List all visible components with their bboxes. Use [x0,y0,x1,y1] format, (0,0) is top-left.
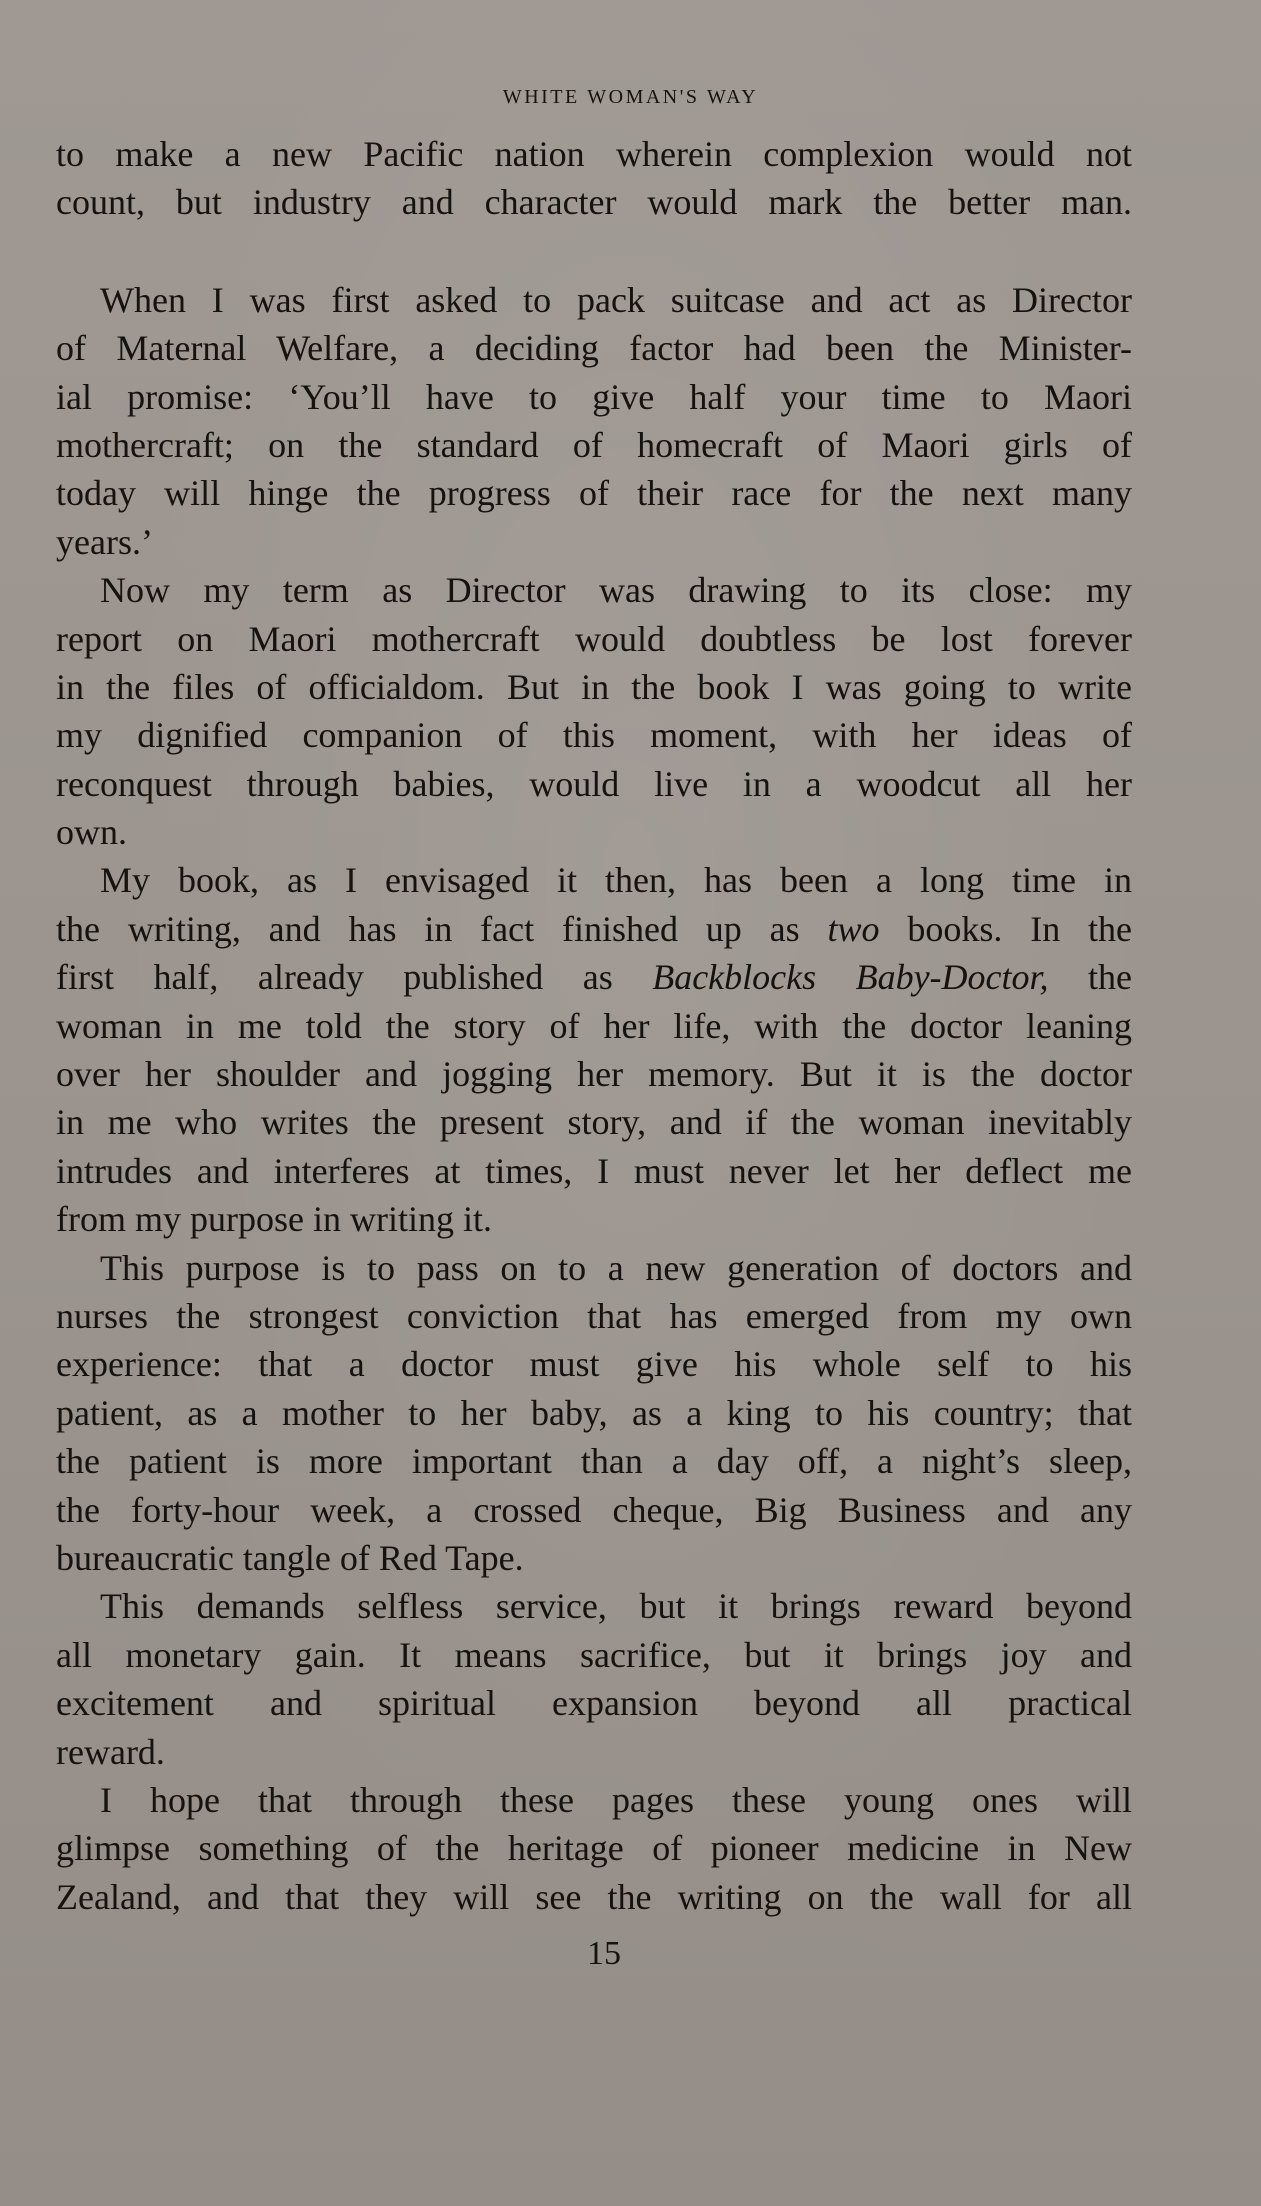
body-text [56,130,1132,1921]
text-line: the patient is more important than a day off, a night’s sleep, [56,1441,1132,1482]
text-line: my dignified companion of this moment, with her ideas of [56,715,1132,756]
text-line: My book, as I envisaged it then, has been a long time in [100,860,1132,901]
text-line: of Maternal Welfare, a deciding factor had been the Minister- [56,328,1132,369]
text-run: books. In the [907,908,1132,949]
text-line: ial promise: ‘You’ll have to give half your time to Maori [56,376,1132,417]
text-line: in me who writes the present story, and if the woman inevitably [56,1102,1132,1143]
text-line: reconquest through babies, would live in a woodcut all her [56,763,1132,804]
section-break [56,227,1132,276]
text-run: the writing, and has in fact finished up as [56,908,800,949]
text-line: own. [56,812,127,853]
text-line: woman in me told the story of her life, with the doctor leaning [56,1005,1132,1046]
text-line: bureaucratic tangle of Red Tape. [56,1537,524,1578]
text-line: mothercraft; on the standard of homecraft of Maori girls of [56,424,1132,465]
text-line: patient, as a mother to her baby, as a king to his country; that [56,1392,1132,1433]
book-title-italic: Backblocks Baby-Doctor, [652,957,1049,998]
text-line: years.’ [56,521,153,562]
text-line: intrudes and interferes at times, I must never let her deflect me [56,1150,1132,1191]
text-line: over her shoulder and jogging her memory. But it is the doctor [56,1054,1132,1095]
text-run: the [1088,957,1132,998]
text-line: This demands selfless service, but it brings reward beyond [100,1586,1132,1627]
italic-run: two [827,908,880,949]
text-line: Now my term as Director was drawing to its close: my [100,570,1132,611]
text-line: reward. [56,1731,165,1772]
text-line: to make a new Pacific nation wherein complexion would not [56,134,1132,174]
text-line: from my purpose in writing it. [56,1199,492,1240]
text-line: report on Maori mothercraft would doubtless be lost forever [56,618,1132,659]
running-head: white woman's way [502,79,759,110]
page-number: 15 [587,1935,621,1972]
text-line: in the files of officialdom. But in the book I was going to write [56,666,1132,707]
text-line: This purpose is to pass on to a new generation of doctors and [100,1247,1132,1288]
text-line: When I was first asked to pack suitcase and act as Director [100,279,1132,320]
text-line: I hope that through these pages these young ones will [100,1779,1132,1820]
text-line [56,905,1132,953]
text-line: all monetary gain. It means sacrifice, but it brings joy and [56,1634,1132,1675]
text-line: experience: that a doctor must give his whole self to his [56,1344,1132,1385]
text-run: first half, already published as [56,957,613,998]
text-line: excitement and spiritual expansion beyond all practical [56,1683,1132,1724]
text-line: Zealand, and that they will see the writing on the wall for all [56,1876,1132,1917]
text-line: count, but industry and character would mark the better man. [56,182,1132,223]
text-line: nurses the strongest conviction that has emerged from my own [56,1295,1132,1336]
text-line: today will hinge the progress of their race for the next many [56,473,1132,514]
text-line: the forty-hour week, a crossed cheque, Big Business and any [56,1489,1132,1530]
text-line: glimpse something of the heritage of pioneer medicine in New [56,1828,1132,1869]
text-line [56,953,1132,1001]
